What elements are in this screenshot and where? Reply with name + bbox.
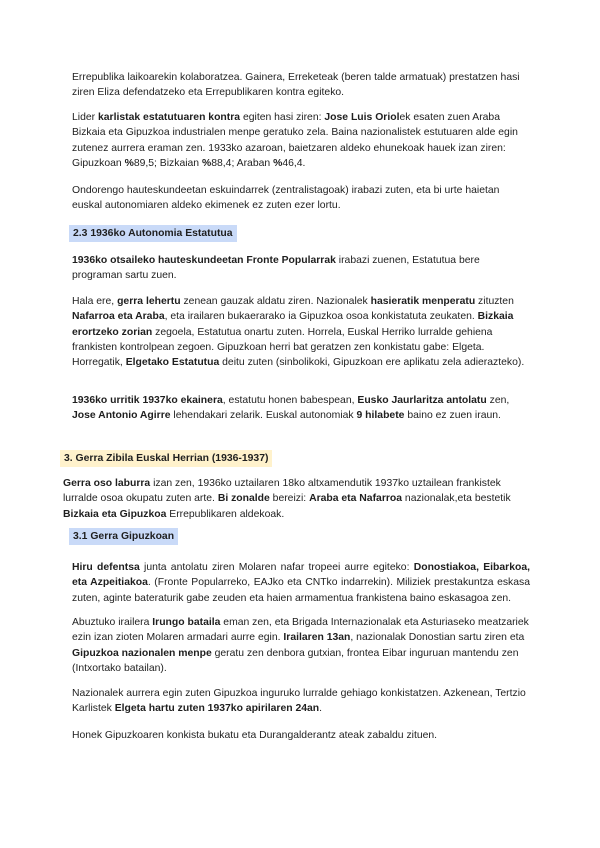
paragraph-short-war: Gerra oso laburra izan zen, 1936ko uztailaren 18ko altxamendutik 1937ko uztailean frankistek lurralde osoa okupatu zuten arte. Bi zonalde bereizi: Araba eta Nafarroa nazionalak,eta bestetik Bizkaia eta Gipuzkoa Errepublikaren aldekoak. [63,478,511,520]
paragraph-elections: Ondorengo hauteskundeetan eskuindarrek (zentralistagoak) irabazi zuten, eta bi urte haietan euskal autonomiaren aldeko ekimenek ez zuten ezer lortu. [72,185,500,212]
paragraph-irun-battle: Abuztuko irailera Irungo bataila eman zen, eta Brigada Internazionalak eta Asturiaseko meatzariek ezin izan zioten Molaren armadari aurre egin. Irailaren 13an, nazionalak Donostian sartu ziren eta Gipuzkoa nazionalen menpe geratu zen denbora gutxian, frontea Eibar inguruan mantendu zen (Intxortako batailan). [72,617,529,674]
paragraph-carlists: Lider karlistak estatutuaren kontra egiten hasi ziren: Jose Luis Oriolek esaten zuen Araba Bizkaia eta Gipuzkoa industrialen menpe geratuko zela. Baina nazionalistek estutuaren alde egin zutenez aurrera eraman zen. 1933ko azaroan, baietzaren aldeko ehunekoak hauek izan ziren: Gipuzkoan %89,5; Bizkaian %88,4; Araban %46,4. [72,112,518,169]
paragraph-war-outbreak: Hala ere, gerra lehertu zenean gauzak aldatu ziren. Nazionalek hasieratik menperatu zituzten Nafarroa eta Araba, eta irailaren bukaerarako ia Gipuzkoa osoa konkistatuta zeukaten. Bizkaia erortzeko zorian zegoela, Estatutua onartu zuten. Horrela, Euskal Herriko lurralde gehiena frankisten kontrolpean zegoen. Gipuzkoan herri bat geratzen zen konkistatu gabe: Elgeta. Horregatik, Elgetako Estatutua deitu zuten (sinbolikoki, Gipuzkoan ere aplikatu zela adierazteko). [72,296,525,369]
paragraph-fronte-popular: 1936ko otsaileko hauteskundeetan Fronte Popularrak irabazi zuenen, Estatutua bere programan sartu zuen. [72,255,480,282]
section-heading-2-3: 2.3 1936ko Autonomia Estatutua [69,225,237,242]
paragraph-defense-juntas: Hiru defentsa junta antolatu ziren Molaren nafar tropeei aurre egiteko: Donostiakoa, Eibarkoa, eta Azpeitiakoa. (Fronte Popularreko, EAJko eta CNTko indarrekin). Miliziek prestakuntza eskasa zuten, aginte bateraturik gabe zeuden eta haien armamentua frankistena baino eskasagoa zen. [72,562,530,604]
paragraph-intro: Errepublika laikoarekin kolaboratzea. Gainera, Erreketeak (beren talde armatuak) prestatzen hasi ziren Eliza defendatzeko eta Errepublikaren kontra egiteko. [72,72,520,99]
paragraph-basque-government: 1936ko urritik 1937ko ekainera, estatutu honen babespean, Eusko Jaurlaritza antolatu zen, Jose Antonio Agirre lehendakari zelarik. Euskal autonomiak 9 hilabete baino ez zuen iraun. [72,395,510,422]
paragraph-conclusion: Honek Gipuzkoaren konkista bukatu eta Durangalderantz ateak zabaldu zituen. [72,730,438,741]
section-heading-3-1: 3.1 Gerra Gipuzkoan [69,528,178,545]
section-heading-3: 3. Gerra Zibila Euskal Herrian (1936-1937) [60,450,272,467]
paragraph-elgeta: Nazionalek aurrera egin zuten Gipuzkoa inguruko lurralde gehiago konkistatzen. Azkenean, Tertzio Karlistek Elgeta hartu zuten 1937ko apirilaren 24an. [72,688,526,715]
